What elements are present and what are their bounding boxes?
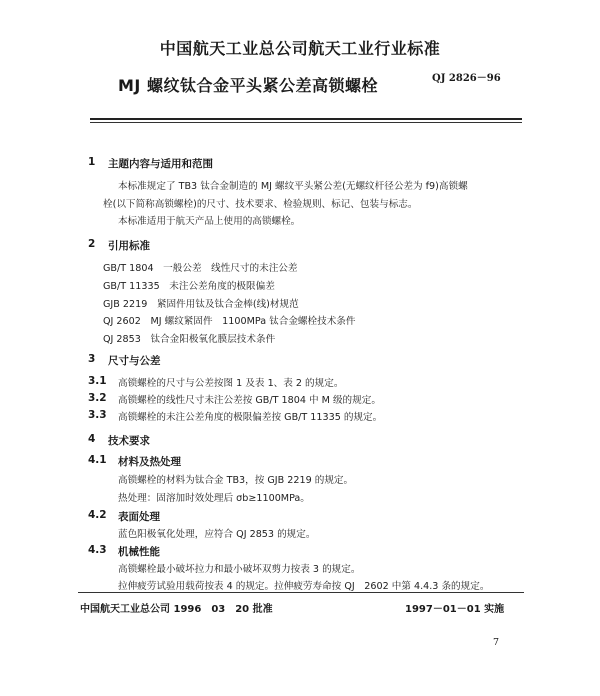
section-3-number: 3 <box>88 353 96 365</box>
section-3-title: 尺寸与公差 <box>108 355 161 367</box>
section-1-title: 主题内容与适用和范围 <box>108 158 213 170</box>
reference-item: GJB 2219 紧固件用钛及钛合金棒(线)材规范 <box>103 299 299 310</box>
footer-divider <box>78 592 524 593</box>
reference-item: QJ 2853 钛合金阳极氧化膜层技术条件 <box>103 334 276 345</box>
section-1-number: 1 <box>88 156 96 168</box>
subclause-text: 高锁螺栓最小破坏拉力和最小破坏双剪力按表 3 的规定。 <box>118 564 361 575</box>
subclause-title: 表面处理 <box>118 511 160 523</box>
subclause-title: 机械性能 <box>118 546 160 558</box>
subclause-number: 4.2 <box>88 509 107 521</box>
section-4-number: 4 <box>88 433 96 445</box>
subclause-text: 热处理：固溶加时效处理后 σb≥1100MPa。 <box>118 493 310 504</box>
header-divider-bottom <box>90 122 522 123</box>
clause-number: 3.2 <box>88 392 107 404</box>
approval-date: 中国航天工业总公司 1996 03 20 批准 <box>80 604 273 615</box>
section-2-title: 引用标准 <box>108 240 150 252</box>
header-organization: 中国航天工业总公司航天工业行业标准 <box>159 39 441 58</box>
subclause-text: 蓝色阳极氧化处理，应符合 QJ 2853 的规定。 <box>118 529 316 540</box>
standard-number: QJ 2826－96 <box>432 73 501 84</box>
clause-text: 高锁螺栓的线性尺寸未注公差按 GB/T 1804 中 M 级的规定。 <box>118 395 381 406</box>
subclause-text: 高锁螺栓的材料为钛合金 TB3，按 GJB 2219 的规定。 <box>118 475 354 486</box>
header-divider-top <box>90 118 522 120</box>
section-1-para2: 本标准适用于航天产品上使用的高锁螺栓。 <box>118 216 301 227</box>
page-number: 7 <box>493 637 500 648</box>
section-1-para1-line1: 本标准规定了 TB3 钛合金制造的 MJ 螺纹平头紧公差(无螺纹杆径公差为 f9)高锁螺 <box>118 181 468 192</box>
reference-item: QJ 2602 MJ 螺纹紧固件 1100MPa 钛合金螺栓技术条件 <box>103 316 356 327</box>
subclause-number: 4.1 <box>88 454 107 466</box>
clause-text: 高锁螺栓的未注公差角度的极限偏差按 GB/T 11335 的规定。 <box>118 412 383 423</box>
effective-date: 1997－01－01 实施 <box>405 604 505 615</box>
subclause-title: 材料及热处理 <box>118 456 181 468</box>
reference-item: GB/T 1804 一般公差 线性尺寸的未注公差 <box>103 263 298 274</box>
subclause-text: 拉伸疲劳试验用载荷按表 4 的规定。拉伸疲劳寿命按 QJ 2602 中第 4.4.3 条的规定。 <box>118 581 490 592</box>
reference-item: GB/T 11335 未注公差角度的极限偏差 <box>103 281 275 292</box>
clause-number: 3.1 <box>88 375 107 387</box>
document-title: MJ 螺纹钛合金平头紧公差高锁螺栓 <box>118 76 378 95</box>
section-1-para1-line2: 栓(以下简称高锁螺栓)的尺寸、技术要求、检验规则、标记、包装与标志。 <box>103 199 418 210</box>
section-4-title: 技术要求 <box>108 435 150 447</box>
clause-number: 3.3 <box>88 409 107 421</box>
section-2-number: 2 <box>88 238 96 250</box>
clause-text: 高锁螺栓的尺寸与公差按图 1 及表 1、表 2 的规定。 <box>118 378 344 389</box>
subclause-number: 4.3 <box>88 544 107 556</box>
